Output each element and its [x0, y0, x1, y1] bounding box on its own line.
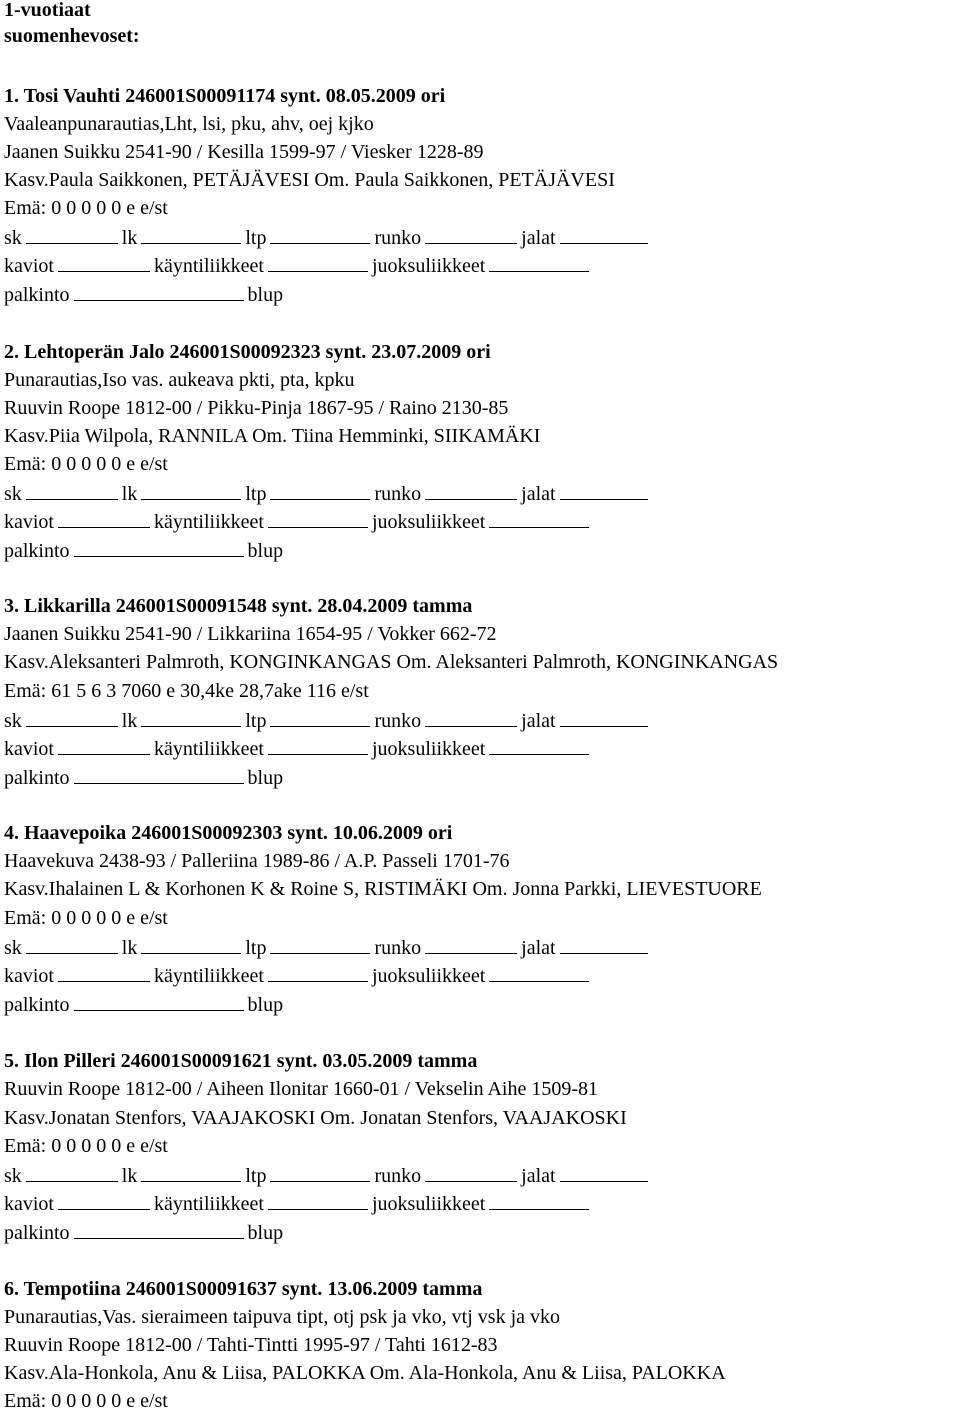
label-ltp: ltp — [245, 227, 267, 249]
label-lk: lk — [121, 710, 138, 732]
jalat-blank — [560, 706, 648, 727]
horse-1-score-row-2 — [4, 251, 593, 279]
kaviot-blank — [58, 961, 150, 982]
palkinto-blank — [74, 763, 244, 784]
horse-3-score-row-2 — [4, 734, 593, 762]
label-jalat: jalat — [521, 710, 556, 732]
label-juoksuliikkeet: juoksuliikkeet — [371, 738, 486, 760]
ltp-blank — [270, 1161, 370, 1182]
label-sk: sk — [4, 937, 22, 959]
horse-6-color: Punarautias,Vas. sieraimeen taipuva tipt, otj psk ja vko, vtj vsk ja vko — [4, 1306, 561, 1328]
horse-2-pedigree: Ruuvin Roope 1812-00 / Pikku-Pinja 1867-95 / Raino 2130-85 — [4, 397, 509, 419]
horse-2-dam-info: Emä: 0 0 0 0 0 e e/st — [4, 453, 168, 475]
label-kaviot: kaviot — [4, 1193, 54, 1215]
label-runko: runko — [374, 227, 422, 249]
horse-5-pedigree: Ruuvin Roope 1812-00 / Aiheen Ilonitar 1660-01 / Vekselin Aihe 1509-81 — [4, 1078, 599, 1100]
label-kaviot: kaviot — [4, 511, 54, 533]
juoksuliikkeet-blank — [489, 961, 589, 982]
horse-3-breeder-owner: Kasv.Aleksanteri Palmroth, KONGINKANGAS Om. Aleksanteri Palmroth, KONGINKANGAS — [4, 651, 779, 673]
label-palkinto: palkinto — [4, 1222, 70, 1244]
horse-5-breeder-owner: Kasv.Jonatan Stenfors, VAAJAKOSKI Om. Jonatan Stenfors, VAAJAKOSKI — [4, 1107, 627, 1129]
horse-3-score-row-1 — [4, 706, 652, 734]
palkinto-blank — [74, 990, 244, 1011]
runko-blank — [425, 1161, 517, 1182]
horse-6-dam-info: Emä: 0 0 0 0 0 e e/st — [4, 1390, 168, 1412]
juoksuliikkeet-blank — [489, 507, 589, 528]
horse-5-score-row-1 — [4, 1161, 652, 1189]
label-kayntiliikkeet: käyntiliikkeet — [154, 511, 264, 533]
sk-blank — [26, 706, 118, 727]
label-kaviot: kaviot — [4, 738, 54, 760]
label-kayntiliikkeet: käyntiliikkeet — [154, 738, 264, 760]
sk-blank — [26, 479, 118, 500]
horse-5-title: 5. Ilon Pilleri 246001S00091621 synt. 03.05.2009 tamma — [4, 1050, 478, 1072]
horse-2-title: 2. Lehtoperän Jalo 246001S00092323 synt. 23.07.2009 ori — [4, 341, 491, 363]
label-kayntiliikkeet: käyntiliikkeet — [154, 255, 264, 277]
label-lk: lk — [121, 937, 138, 959]
kaviot-blank — [58, 507, 150, 528]
label-runko: runko — [374, 1165, 422, 1187]
label-sk: sk — [4, 710, 22, 732]
label-kayntiliikkeet: käyntiliikkeet — [154, 1193, 264, 1215]
label-ltp: ltp — [245, 710, 267, 732]
label-blup: blup — [247, 1222, 284, 1244]
label-runko: runko — [374, 483, 422, 505]
label-kaviot: kaviot — [4, 965, 54, 987]
label-juoksuliikkeet: juoksuliikkeet — [371, 511, 486, 533]
label-juoksuliikkeet: juoksuliikkeet — [371, 1193, 486, 1215]
jalat-blank — [560, 223, 648, 244]
lk-blank — [141, 933, 241, 954]
label-juoksuliikkeet: juoksuliikkeet — [371, 965, 486, 987]
label-blup: blup — [247, 540, 284, 562]
horse-2-score-row-3 — [4, 536, 283, 564]
kayntiliikkeet-blank — [268, 961, 368, 982]
horse-4-score-row-2 — [4, 961, 593, 989]
label-runko: runko — [374, 710, 422, 732]
horse-5-score-row-3 — [4, 1218, 283, 1246]
kaviot-blank — [58, 1189, 150, 1210]
kaviot-blank — [58, 251, 150, 272]
horse-1-title: 1. Tosi Vauhti 246001S00091174 synt. 08.05.2009 ori — [4, 85, 446, 107]
label-palkinto: palkinto — [4, 540, 70, 562]
label-blup: blup — [247, 994, 284, 1016]
horse-3-dam-info: Emä: 61 5 6 3 7060 e 30,4ke 28,7ake 116 e/st — [4, 680, 369, 702]
palkinto-blank — [74, 536, 244, 557]
horse-4-pedigree: Haavekuva 2438-93 / Palleriina 1989-86 / A.P. Passeli 1701-76 — [4, 850, 510, 872]
horse-4-title: 4. Haavepoika 246001S00092303 synt. 10.06.2009 ori — [4, 822, 453, 844]
doc-heading-line2: suomenhevoset: — [4, 25, 140, 47]
label-sk: sk — [4, 227, 22, 249]
horse-4-score-row-3 — [4, 990, 283, 1018]
jalat-blank — [560, 479, 648, 500]
label-ltp: ltp — [245, 937, 267, 959]
lk-blank — [141, 223, 241, 244]
kaviot-blank — [58, 734, 150, 755]
horse-3-score-row-3 — [4, 763, 283, 791]
label-kayntiliikkeet: käyntiliikkeet — [154, 965, 264, 987]
label-lk: lk — [121, 227, 138, 249]
horse-6-pedigree: Ruuvin Roope 1812-00 / Tahti-Tintti 1995-97 / Tahti 1612-83 — [4, 1334, 498, 1356]
horse-1-score-row-3 — [4, 280, 283, 308]
ltp-blank — [270, 479, 370, 500]
horse-4-breeder-owner: Kasv.Ihalainen L & Korhonen K & Roine S, RISTIMÄKI Om. Jonna Parkki, LIEVESTUORE — [4, 878, 762, 900]
label-jalat: jalat — [521, 227, 556, 249]
ltp-blank — [270, 706, 370, 727]
horse-2-breeder-owner: Kasv.Piia Wilpola, RANNILA Om. Tiina Hemminki, SIIKAMÄKI — [4, 425, 541, 447]
palkinto-blank — [74, 280, 244, 301]
ltp-blank — [270, 223, 370, 244]
kayntiliikkeet-blank — [268, 1189, 368, 1210]
horse-5-dam-info: Emä: 0 0 0 0 0 e e/st — [4, 1135, 168, 1157]
sk-blank — [26, 1161, 118, 1182]
runko-blank — [425, 706, 517, 727]
horse-1-score-row-1 — [4, 223, 652, 251]
runko-blank — [425, 479, 517, 500]
sk-blank — [26, 223, 118, 244]
kayntiliikkeet-blank — [268, 734, 368, 755]
jalat-blank — [560, 933, 648, 954]
juoksuliikkeet-blank — [489, 251, 589, 272]
horse-3-title: 3. Likkarilla 246001S00091548 synt. 28.04.2009 tamma — [4, 595, 473, 617]
horse-1-breeder-owner: Kasv.Paula Saikkonen, PETÄJÄVESI Om. Paula Saikkonen, PETÄJÄVESI — [4, 169, 615, 191]
horse-4-dam-info: Emä: 0 0 0 0 0 e e/st — [4, 907, 168, 929]
horse-3-pedigree: Jaanen Suikku 2541-90 / Likkariina 1654-95 / Vokker 662-72 — [4, 623, 497, 645]
label-runko: runko — [374, 937, 422, 959]
jalat-blank — [560, 1161, 648, 1182]
label-sk: sk — [4, 483, 22, 505]
runko-blank — [425, 933, 517, 954]
juoksuliikkeet-blank — [489, 734, 589, 755]
horse-1-color: Vaaleanpunarautias,Lht, lsi, pku, ahv, oej kjko — [4, 113, 374, 135]
label-lk: lk — [121, 483, 138, 505]
horse-2-score-row-2 — [4, 507, 593, 535]
kayntiliikkeet-blank — [268, 251, 368, 272]
horse-1-pedigree: Jaanen Suikku 2541-90 / Kesilla 1599-97 / Viesker 1228-89 — [4, 141, 484, 163]
lk-blank — [141, 479, 241, 500]
horse-4-score-row-1 — [4, 933, 652, 961]
lk-blank — [141, 1161, 241, 1182]
label-ltp: ltp — [245, 1165, 267, 1187]
horse-2-score-row-1 — [4, 479, 652, 507]
palkinto-blank — [74, 1218, 244, 1239]
label-jalat: jalat — [521, 483, 556, 505]
label-palkinto: palkinto — [4, 284, 70, 306]
label-lk: lk — [121, 1165, 138, 1187]
label-sk: sk — [4, 1165, 22, 1187]
label-palkinto: palkinto — [4, 767, 70, 789]
doc-heading-line1: 1-vuotiaat — [4, 0, 91, 21]
kayntiliikkeet-blank — [268, 507, 368, 528]
label-ltp: ltp — [245, 483, 267, 505]
horse-1-dam-info: Emä: 0 0 0 0 0 e e/st — [4, 197, 168, 219]
lk-blank — [141, 706, 241, 727]
label-blup: blup — [247, 767, 284, 789]
label-blup: blup — [247, 284, 284, 306]
horse-6-breeder-owner: Kasv.Ala-Honkola, Anu & Liisa, PALOKKA Om. Ala-Honkola, Anu & Liisa, PALOKKA — [4, 1362, 726, 1384]
label-kaviot: kaviot — [4, 255, 54, 277]
juoksuliikkeet-blank — [489, 1189, 589, 1210]
sk-blank — [26, 933, 118, 954]
horse-5-score-row-2 — [4, 1189, 593, 1217]
label-jalat: jalat — [521, 1165, 556, 1187]
label-juoksuliikkeet: juoksuliikkeet — [371, 255, 486, 277]
horse-6-title: 6. Tempotiina 246001S00091637 synt. 13.06.2009 tamma — [4, 1278, 483, 1300]
runko-blank — [425, 223, 517, 244]
horse-2-color: Punarautias,Iso vas. aukeava pkti, pta, kpku — [4, 369, 355, 391]
ltp-blank — [270, 933, 370, 954]
label-palkinto: palkinto — [4, 994, 70, 1016]
label-jalat: jalat — [521, 937, 556, 959]
